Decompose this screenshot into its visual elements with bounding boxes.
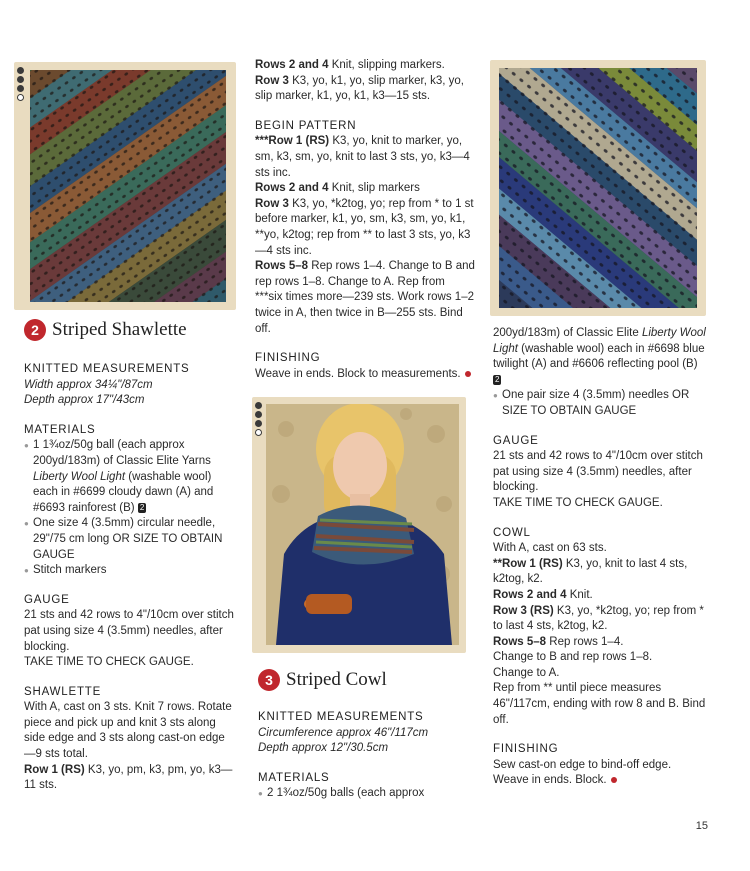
cowl-row-3: Row 3 (RS) K3, yo, *k2tog, yo; rep from * to last 4 sts, k2tog, k2. — [493, 604, 704, 633]
cowl-repeat: Rep from ** until piece measures 46"/117cm, ending with row 8 and B. Bind off. — [493, 682, 706, 726]
cowl-closeup-photo — [499, 68, 697, 308]
rows-2-4: Rows 2 and 4 Knit, slipping markers. — [255, 59, 445, 71]
begin-pattern-heading: BEGIN PATTERN — [255, 119, 357, 132]
shawlette-text: With A, cast on 3 sts. Knit 7 rows. Rotate piece and pick up and knit 3 sts along side edge and 3 sts along cast-on edge—9 sts total. — [24, 701, 232, 761]
material-item: ● 1 1¾oz/50g ball (each approx 200yd/183m) of Classic Elite Yarns Liberty Wool Light (washable wool) each in #6699 cloudy dawn (A) and #6693 rainforest (B) 2 — [24, 438, 234, 516]
bp-rows-5-8: Rows 5–8 Rep rows 1–4. Change to B and rep rows 1–8. Change to A. Rep from ***six times more—239 sts. Work rows 1–2 twice in A, then twice in B—255 sts. Bind off. — [255, 260, 475, 335]
cowl-material-continued: 200yd/183m) of Classic Elite Liberty Wool Light (washable wool) each in #6698 blue twilight (A) and #6606 reflecting pool (B) 2 — [493, 327, 706, 384]
gauge-check: TAKE TIME TO CHECK GAUGE. — [24, 656, 194, 669]
gauge-heading: GAUGE — [24, 593, 70, 606]
column-1 — [24, 362, 234, 808]
column-3 — [493, 326, 708, 803]
cowl-change-b: Change to B and rep rows 1–8. — [493, 651, 653, 664]
cowl-heading: COWL — [493, 526, 531, 539]
cowl-measurements-heading: KNITTED MEASUREMENTS — [258, 711, 424, 723]
cowl-row-1: **Row 1 (RS) K3, yo, knit to last 4 sts, k2tog, k2. — [493, 557, 688, 586]
shawlette-photo — [30, 70, 226, 302]
finishing-heading: FINISHING — [255, 352, 321, 365]
cowl-finishing-heading: FINISHING — [493, 743, 559, 756]
material-item: ● Stitch markers — [24, 563, 234, 579]
bp-rows-2-4: Rows 2 and 4 Knit, slip markers — [255, 182, 420, 195]
cowl-change-a: Change to A. — [493, 666, 560, 679]
material-item: ● One pair size 4 (3.5mm) needles OR SIZE TO OBTAIN GAUGE — [493, 388, 708, 419]
column-2 — [255, 58, 475, 396]
shawlette-heading: SHAWLETTE — [24, 685, 102, 698]
pattern-number-badge: 2 — [24, 319, 46, 341]
width-value: 34¼"/87cm — [94, 378, 153, 391]
depth-value: 17"/43cm — [96, 394, 145, 407]
cowl-intro: With A, cast on 63 sts. — [493, 542, 607, 555]
material-item: ● One size 4 (3.5mm) circular needle, 29"/75 cm long OR SIZE TO OBTAIN GAUGE — [24, 516, 234, 563]
measurements-heading: KNITTED MEASUREMENTS — [24, 363, 190, 375]
row-3: Row 3 K3, yo, k1, yo, slip marker, k3, yo, slip marker, k1, yo, k1, k3—15 sts. — [255, 74, 464, 103]
skill-dots-cowl — [255, 402, 262, 436]
end-mark-icon — [465, 371, 471, 377]
pattern-title: Striped Shawlette — [52, 319, 187, 340]
end-mark-icon — [611, 777, 617, 783]
cowl-finishing-text: Sew cast-on edge to bind-off edge. Weave in ends. Block. — [493, 758, 672, 787]
skill-dots-shawlette — [17, 67, 24, 101]
cowl-rows-5-8: Rows 5–8 Rep rows 1–4. — [493, 635, 624, 648]
width-label: Width approx — [24, 378, 92, 391]
column-2-bottom: KNITTED MEASUREMENTS Circumference approx 46"/117cm Depth approx 12"/30.5cm MATERIALS ● 2 1¾oz/50g balls (each approx — [258, 710, 473, 816]
finishing-text: Weave in ends. Block to measurements. — [255, 367, 475, 383]
page-number: 15 — [695, 820, 708, 832]
row-1: Row 1 (RS) K3, yo, pm, k3, pm, yo, k3—11 sts. — [24, 763, 233, 792]
cowl-model-photo — [266, 404, 459, 645]
cowl-title — [258, 669, 387, 691]
bp-row-3: Row 3 K3, yo, *k2tog, yo; rep from * to 1 st before marker, k1, yo, sm, k3, sm, yo, k1, **yo, k2tog; rep from ** to last 3 sts, yo, k3—4 sts inc. — [255, 197, 474, 257]
shawlette-title — [24, 319, 187, 341]
gauge-text: 21 sts and 42 rows to 4"/10cm over stitch pat using size 4 (3.5mm) needles, after blocking. — [24, 609, 234, 653]
cowl-rows-2-4: Rows 2 and 4 Knit. — [493, 588, 593, 601]
gauge-text: 21 sts and 42 rows to 4"/10cm over stitch pat using size 4 (3.5mm) needles, after blocking. — [493, 450, 703, 494]
material-item: ● 2 1¾oz/50g balls (each approx — [258, 786, 473, 802]
cowl-materials-heading: MATERIALS — [258, 771, 330, 784]
skill-level-icon: 2 — [495, 374, 500, 384]
pattern-title: Striped Cowl — [286, 669, 387, 690]
pattern-number-badge: 3 — [258, 669, 280, 691]
skill-level-icon: 2 — [139, 502, 145, 512]
gauge-check: TAKE TIME TO CHECK GAUGE. — [493, 496, 663, 509]
bp-row-1: ***Row 1 (RS) K3, yo, knit to marker, yo, sm, k3, sm, yo, knit to last 3 sts, yo, k3—4 sts inc. — [255, 135, 470, 179]
depth-label: Depth approx — [24, 394, 94, 407]
cowl-gauge-heading: GAUGE — [493, 434, 539, 447]
materials-heading: MATERIALS — [24, 423, 96, 436]
